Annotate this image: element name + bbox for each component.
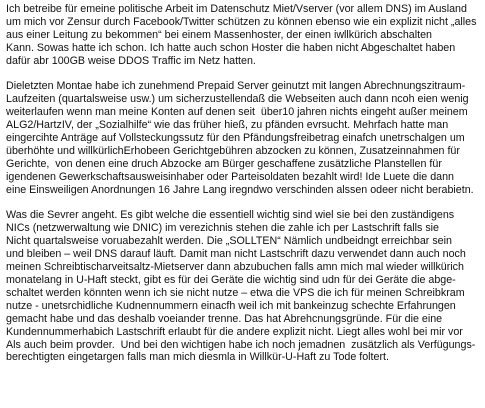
text-line: eingercihte Anträge auf Vollsteckungssutz für den Pfändungsfreibetrag einafch unetrschalgen um (6, 132, 465, 145)
text-line: überhöhte und willkürlichErhobeen Gerichtgebühren abzocken zu können, Zusatzeinnahmen für (6, 144, 460, 157)
text-line: igendenen Gewerkschaftsausweisinhaber oder Parteisoldaten bezahlt wird! Ide Luete die dann (6, 170, 454, 183)
text-line: NICs (netzwerwaltung wie DNIC) im verezichnis stehen die zahle ich per Lastschrift falls sie (6, 222, 440, 235)
text-line: schaltet werden könnten wenn ich sie nicht nutze – etwa die VPS die ich für meinen Schreibkram (6, 286, 465, 299)
text-line: monatelang in U-Haft steckt, gibt es für dei Geräte die wichtig sind udn für dei Geräte die abge- (6, 274, 456, 286)
text-line: Als auch beim provder. Und bei den wichtigen habe ich noch jemadnen zusätzlich als Verfügungs- (6, 338, 476, 351)
text-line: ALG2/HartzIV, der „Sozialhilfe“ wie das früher hieß, zu pfänden evrsucht. Mehrfach hatte man (6, 119, 449, 132)
text-line: meinen Schreibtischarveitsaltz-Mietserver dann abzubuchen falls amn mich mal wieder willkürich (6, 261, 464, 274)
text-line: Ich betreibe für emeine politische Arbeit im Datenschutz Miet/Vserver (vor allem DNS) im Ausland (6, 3, 467, 15)
paragraph-3 (6, 209, 481, 364)
text-line: und bleiben – weil DNS darauf läuft. Damit man nicht Lastschrift dazu verwendet dann auch noch (6, 248, 466, 261)
text-line: Kann. Sowas hatte ich schon. Ich hatte auch schon Hoster die haben nicht Abgeschaltet haben (6, 41, 456, 54)
text-line: berechtigten eingetargen falls man mich diesmla in Willkür-U-Haft zu Tode foltert. (6, 351, 389, 364)
text-line: dafür abr 100GB weise DDOS Traffic im Netz hatten. (6, 54, 256, 67)
text-line: gemacht habe und das deshalb voeiander trenne. Das hat Abrehcnungsgründe. Für die eine (6, 312, 443, 325)
text-line: Laufzeiten (quartalsweise usw.) um sicherzustellendaß die Webseiten auch dann ncoh eien wenig (6, 93, 469, 106)
text-line: aus einer Leitung zu bekommen“ bei einem Massenhoster, der einen iwllkürich abschalten (6, 28, 432, 41)
text-line: Dieletzten Montae habe ich zunehmend Prepaid Server geinutzt mit langen Abrechnungszitraum- (6, 80, 466, 93)
text-line: um mich vor Zensur durch Facebook/Twitter schützen zu können ebenso wie ein explizit nicht „alles (6, 15, 477, 28)
text-line: Was die Sevrer angeht. Es gibt welche die essentiell wichtig sind wiel sie bei den zuständigens (6, 209, 455, 222)
text-line: Gerichte, von denen eine druch Abzocke am Bürger geschaffene zusätzliche Planstellen für (6, 157, 442, 170)
paragraph-2 (6, 80, 481, 196)
text-line: eine Einsweiligen Anordnungen 16 Jahre Lang iregndwo verschinden alssen odeer nicht berabietn. (6, 183, 474, 196)
text-line: weiterlaufen wenn man meine Konten auf denen seit über10 jahren nichts eingeht außer meinem (6, 106, 468, 119)
paragraph-1 (6, 3, 481, 68)
text-line: Nicht quartalsweise voruabezahlt werden. Die „SOLLTEN“ Nämlich undbeidngt erreichbar sein (6, 235, 452, 248)
document-body (6, 3, 481, 377)
text-line: nutze - unetsrchidliche Kudnennummern einacfh weil ich mit bankeinzug schechte Erfahrungen (6, 299, 456, 312)
text-line: Kundennummerhabich Lastschrift erlaubt für die andere explizit nicht. Liegt alles wohl bei mir vor (6, 325, 463, 338)
